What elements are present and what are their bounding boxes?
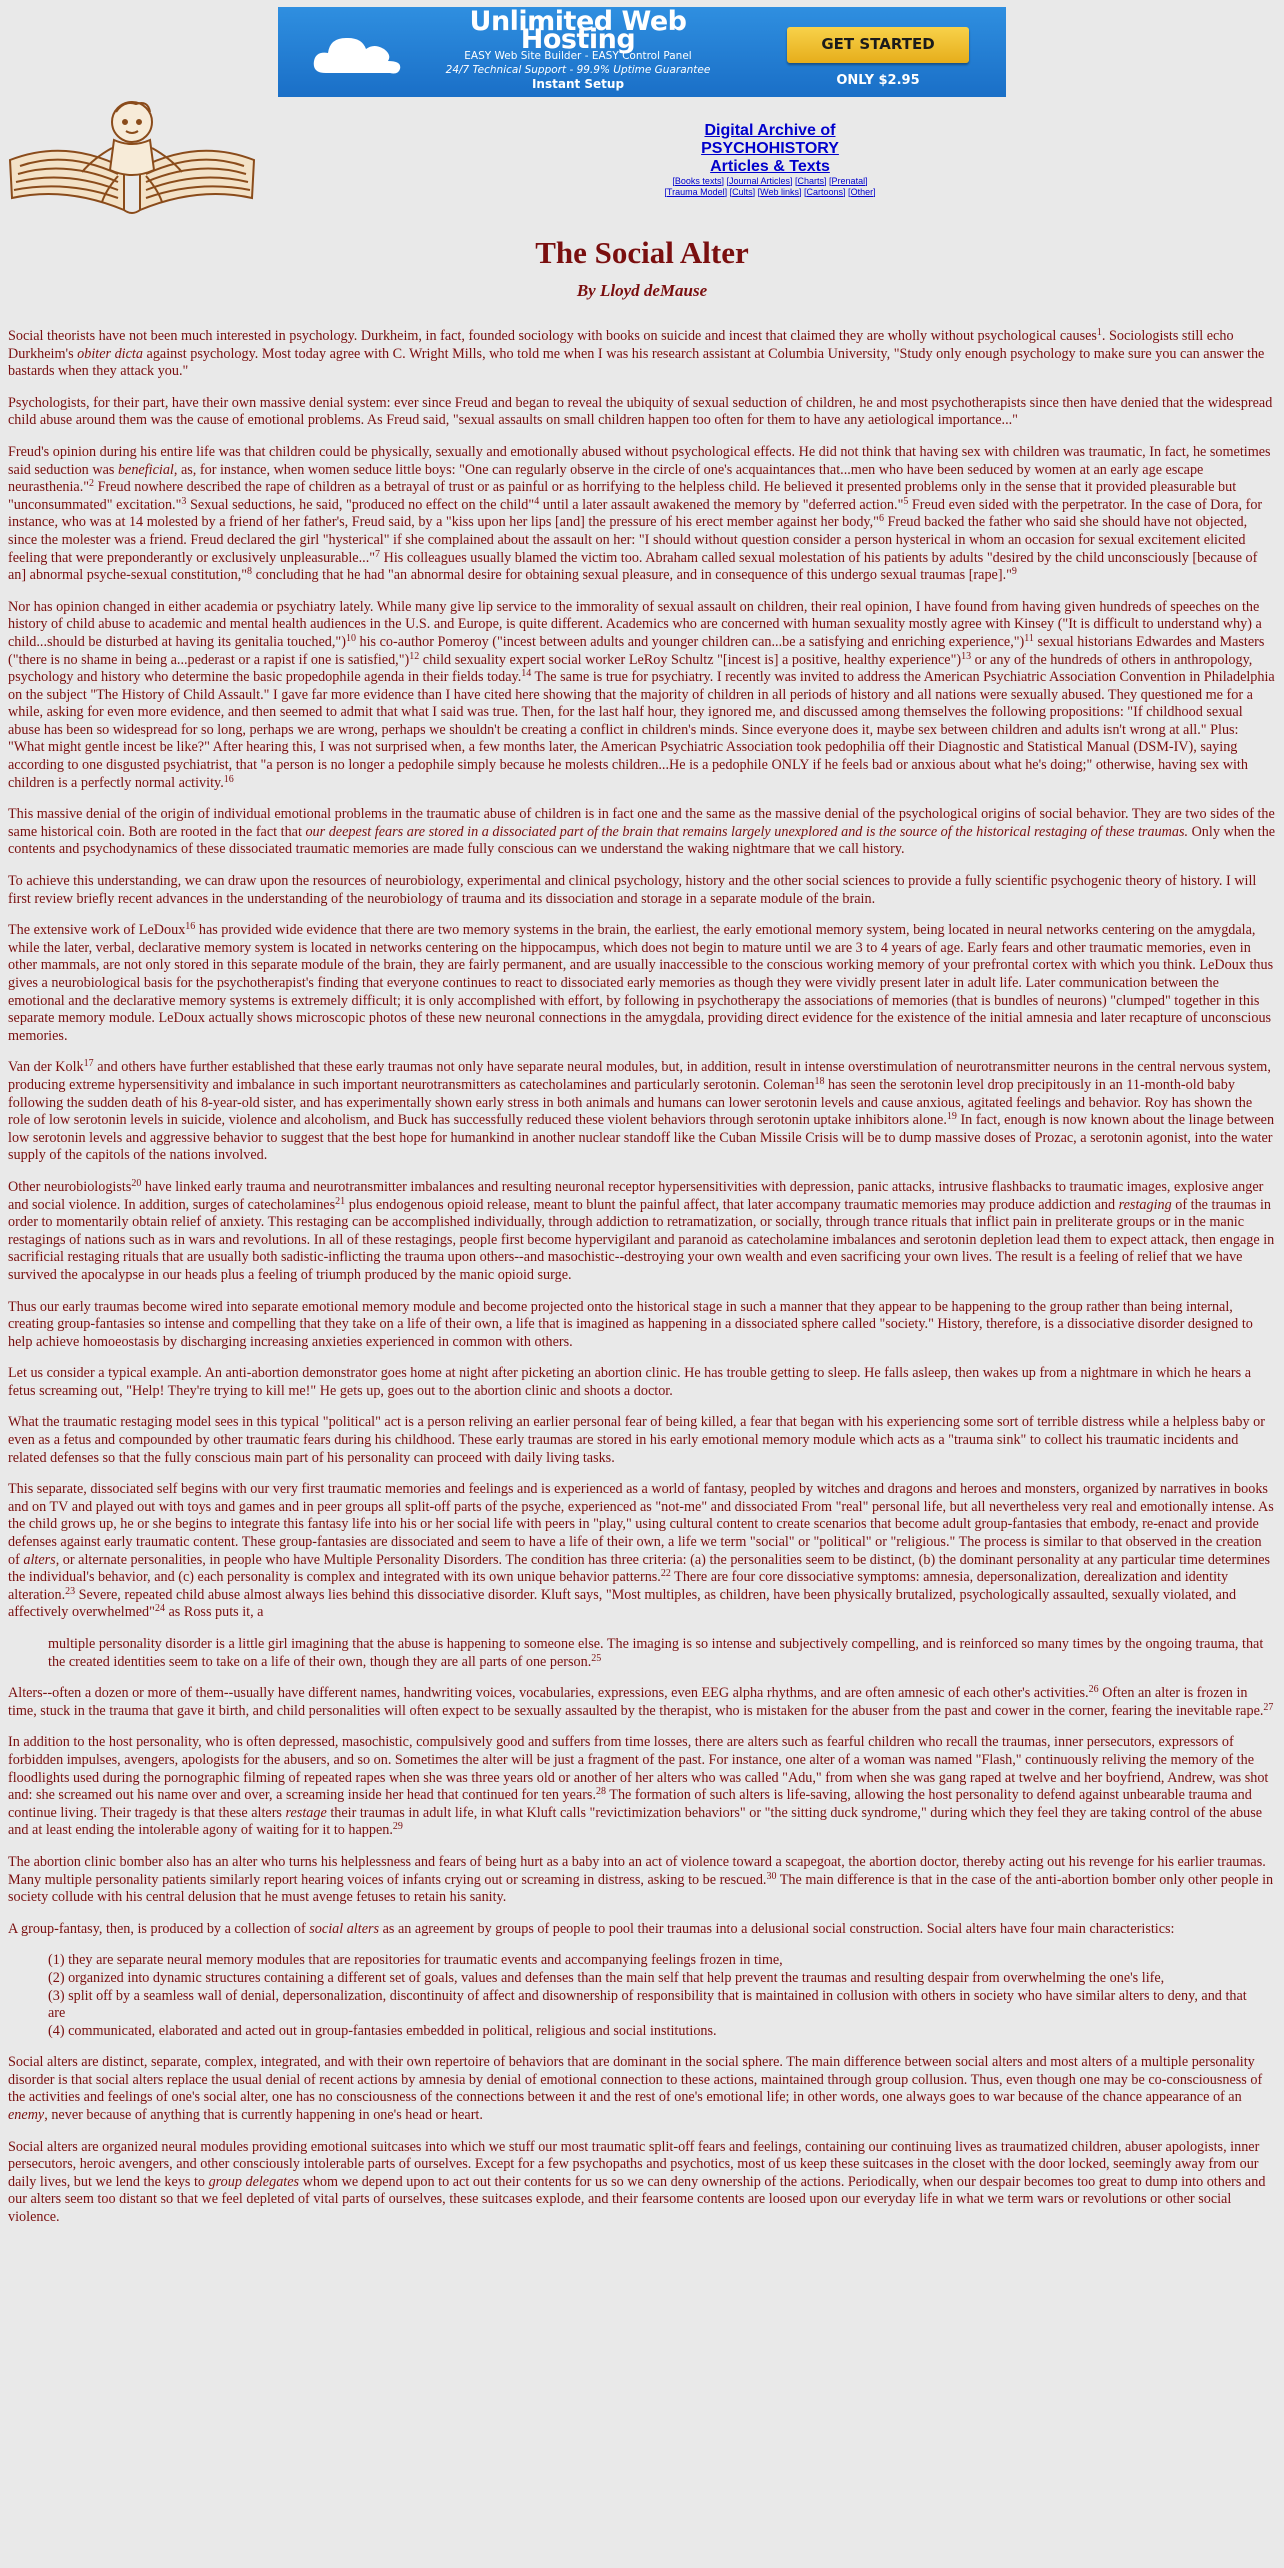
nav-link-cartoons[interactable]: Cartoons xyxy=(806,187,844,197)
archive-link-line3[interactable]: Articles & Texts xyxy=(710,158,830,175)
article-title: The Social Alter xyxy=(535,235,749,270)
ad-tagline-3: Instant Setup xyxy=(531,77,625,91)
nav-link-charts[interactable]: Charts xyxy=(797,176,825,186)
paragraph: The extensive work of LeDoux$^{16}$ has provided wide evidence that there are two memory systems in the brain, the earliest, the early emotional memory system, being located in neural networks centering on the amygdala, while the later, verbal, declarative memory system is located in networks centering on the hippocampus, which does not begin to mature until we are 3 to 4 years of age. Early fears and other traumatic memories, even in other mammals, are not only stored in this separate module of the brain, they are fairly permanent, and are usually inaccessible to the conscious working memory of your prefrontal cortex with which you think. LeDoux thus gives a neurobiological basis for the psychotherapist's finding that everyone continues to react to dissociated early memories as though they were vividly present later in adult life. Later communication between the emotional and the declarative memory systems is extremely difficult; it is only accomplished with effort, by following in psychotherapy the associations of memories (that is bundles of neurons) "clumped" together in this separate memory module. LeDoux actually shows microscopic photos of these new neuronal connections in the amygdala, providing direct evidence for the existence of the initial amnesia and later recapture of unconscious memories. xyxy=(8,921,1274,1044)
nav-link-prenatal[interactable]: Prenatal xyxy=(831,176,866,186)
nav-link-web-links[interactable]: Web links xyxy=(760,187,799,197)
archive-nav-row-1: [Books texts] [Journal Articles] [Charts] [Prenatal] xyxy=(672,176,868,186)
cloud-icon xyxy=(308,29,408,85)
paragraph: What the traumatic restaging model sees in this typical "political" act is a person reliving an earlier personal fear of being killed, a fear that began with his experiencing some sort of terrible distress while a helpless baby or even as a fetus and compounded by other traumatic fears during his childhood. These early traumas are stored in his early emotional memory module which acts as a "trauma sink" to collect his traumatic incidents and related defenses so that the fully conscious main part of his personality can proceed with daily living tasks. xyxy=(8,1414,1265,1466)
paragraph: The abortion clinic bomber also has an alter who turns his helplessness and fears of being hurt as a baby into an act of violence toward a scapegoat, the abortion doctor, thereby acting out his revenge for his earlier traumas. Many multiple personality patients similarly report hearing voices of infants crying out or screaming in distress, asking to be rescued.$^{30}$ The main difference is that in the case of the anti-abortion bomber only other people in society collude with his central delusion that he must avenge fetuses to retain his sanity. xyxy=(8,1853,1274,1906)
archive-links xyxy=(560,122,980,198)
paragraph: Other neurobiologists$^{20}$ have linked early trauma and neurotransmitter imbalances and resulting neuronal receptor hypersensitivities with depression, panic attacks, intrusive flashbacks to traumatic images, explosive anger and social violence. In addition, surges of catecholamines$^{21}$ plus endogenous opioid release, meant to blunt the painful affect, that later accompany traumatic memories may produce addiction and restaging of the traumas in order to momentarily obtain relief of anxiety. This restaging can be accomplished individually, through addiction to retramatization, or socially, through trance rituals that inflict pain in preliterate groups or in the manic restagings of nations such as in wars and revolutions. In all of these restagings, people first become hypervigilant and paranoid as catecholamine imbalances and serotonin depletion lead them to expect attack, then engage in sacrificial restaging rituals that are usually both sadistic-inflicting the trauma upon others--and masochistic--destroying your own wealth and even sacrificing your own lives. The result is a feeling of relief that we have survived the apocalypse in our heads plus a feeling of triumph produced by the manic opioid surge. xyxy=(8,1177,1275,1283)
ad-tagline-2: 24/7 Technical Support - 99.9% Uptime Guarantee xyxy=(445,64,711,76)
paragraph: This separate, dissociated self begins with our very first traumatic memories and feelings and is experienced as a world of fantasy, peopled by witches and dragons and heroes and monsters, organized by narratives in books and on TV and played out with toys and games and in peer groups all split-off parts of the psyche, experienced as "not-me" and dissociated From "real" personal life, but all nevertheless very real and emotionally intense. As the child grows up, he or she begins to integrate this fantasy life into his or her social life with peers in "play," using cultural content to create scenarios that become adult group-fantasies that embody, re-enact and provide defenses against early traumatic content. These group-fantasies are dissociated and seem to have a life of their own, a life we term "social" or "political" or "religious." The process is similar to that observed in the creation of alters, or alternate personalities, in people who have Multiple Personality Disorders. The condition has three criteria: (a) the personalities seem to be distinct, (b) the dominant personality at any particular time determines the individual's behavior, and (c) each personality is complex and integrated with its own unique behavior patterns.$^{22}$ There are four core dissociative symptoms: amnesia, depersonalization, derealization and identity alteration.$^{23}$ Severe, repeated child abuse almost always lies behind this dissociative disorder. Kluft says, "Most multiples, as children, have been physically brutalized, psychologically assaulted, sexually violated, and affectively overwhelmed"$^{24}$ as Ross puts it, a xyxy=(8,1481,1274,1621)
paragraph: Thus our early traumas become wired into separate emotional memory module and become projected onto the historical stage in such a manner that they appear to be happening to the group rather than being internal, creating group-fantasies so intense and compelling that they take on a life of their own, a life that is imagined as happening in a dissociated sphere called "society." History, therefore, is a dissociative disorder designed to help achieve homoeostasis by discharging increasing anxieties experienced in common with others. xyxy=(8,1298,1253,1350)
blockquote: multiple personality disorder is a little girl imagining that the abuse is happening to someone else. The imaging is so intense and subjectively compelling, and is reinforced so many times by the ongoing trauma, that the created identities seem to take on a life of their own, though they are all parts of one person.$^{25}$ xyxy=(48,1636,1264,1670)
ad-headline: Unlimited Web Hosting xyxy=(469,7,687,55)
nav-link-cults[interactable]: Cults xyxy=(732,187,753,197)
nav-link-trauma-model[interactable]: Trauma Model xyxy=(666,187,725,197)
paragraph: Social theorists have not been much interested in psychology. Durkheim, in fact, founded sociology with books on suicide and incest that claimed they are wholly without psychological causes$^1$. Sociologists still echo Durkheim's obiter dicta against psychology. Most today agree with C. Wright Mills, who told me when I was his research assistant at Columbia University, "Study only enough psychology to make sure you can answer the bastards when they attack you." xyxy=(8,327,1265,380)
ad-tagline-1: EASY Web Site Builder - EASY Control Panel xyxy=(464,50,692,62)
hosting-ad-banner[interactable] xyxy=(278,7,1006,97)
nav-link-books-texts[interactable]: Books texts xyxy=(674,176,722,186)
characteristics-list xyxy=(8,1952,1276,2040)
list-item: (4) communicated, elaborated and acted out in group-fantasies embedded in political, religious and social institutions. xyxy=(48,2022,717,2039)
ad-price: ONLY $2.95 xyxy=(836,73,920,88)
article-author: By Lloyd deMause xyxy=(576,281,708,300)
paragraph: To achieve this understanding, we can draw upon the resources of neurobiology, experimental and clinical psychology, history and the other social sciences to provide a fully scientific psychogenic theory of history. I will first review briefly recent advances in the understanding of the neurobiology of trauma and its dissociation and storage in a separate module of the brain. xyxy=(8,873,1257,907)
paragraph: Psychologists, for their part, have their own massive denial system: ever since Freud and began to reveal the ubiquity of sexual seduction of children, he and most psychotherapists since then have denied that the widespread child abuse around them was the cause of emotional problems. As Freud said, "sexual assaults on small children happen too often for them to have any aetiological importance..." xyxy=(8,394,1273,429)
paragraph: Nor has opinion changed in either academia or psychiatry lately. While many give lip service to the immorality of sexual assault on children, their real opinion, I have found from having given hundreds of speeches on the history of child abuse to academic and mental health audiences in the U.S. and Europe, is quite different. Academics who are concerned with human sexuality mostly agree with Kinsey ("It is difficult to understand why) a child...should be disturbed at having its genitalia touched,")$^{10}$ his co-author Pomeroy ("incest between adults and younger children can...be a satisfying and enriching experience,")$^{11}$ sexual historians Edwardes and Masters ("there is no shame in being a...pederast or a rapist if one is satisfied,")$^{12}$ child sexuality expert social worker LeRoy Schultz "[incest is] a positive, healthy experience")$^{13}$ or any of the hundreds of others in anthropology, psychology and history who determine the basic propedophile agenda in their fields today.$^{14}$ The same is true for psychiatry. I recently was invited to address the American Psychiatric Association Convention in Philadelphia on the subject "The History of Child Assault." I gave far more evidence than I have cited here showing that the majority of children in all periods of history and all nations were sexually abused. They questioned me for a while, asking for even more evidence, and then seemed to admit that what I said was true. Then, for the last half hour, they ignored me, and discussed among themselves the following propositions: "If childhood sexual abuse has been so widespread for so long, perhaps we are wrong, perhaps we shouldn't be creating a conflict in children's minds. Since everyone does it, maybe sex between children and adults isn't wrong at all." Plus: "What might gentle incest be like?" After hearing this, I was not surprised when, a few months later, the American Psychiatric Association took pedophilia off their Diagnostic and Statistical Manual (DSM-IV), saying according to one disgusted psychiatrist, that "a person is no longer a pedophile simply because he molests children...He is a pedophile ONLY if he feels bad or anxious about what he's doing;" otherwise, having sex with children is a perfectly normal activity.$^{16}$ xyxy=(8,598,1275,791)
list-item: (1) they are separate neural memory modules that are repositories for traumatic events and accompanying feelings frozen in time, xyxy=(48,1952,783,1969)
paragraph-group-2 xyxy=(8,1685,1276,1938)
paragraph-group-1 xyxy=(8,328,1276,1622)
paragraph-group-3 xyxy=(8,2054,1276,2226)
list-item: (2) organized into dynamic structures containing a different set of goals, values and defenses than the main self that help prevent the traumas and resulting despair from overwhelming the one's life, xyxy=(48,1969,1165,1986)
paragraph: Social alters are organized neural modules providing emotional suitcases into which we stuff our most traumatic split-off fears and feelings, containing our continuing lives as traumatized children, abuser apologists, inner persecutors, heroic avengers, and other consciously intolerable parts of ourselves. Except for a few psychopaths and psychotics, most of us keep these suitcases in the closet with the door locked, seemingly away from our daily lives, but we lend the keys to group delegates whom we depend upon to act out their contents for us so we can deny ownership of the actions. Periodically, when our despair becomes too great to dump into others and our alters seem too distant so that we feel depleted of vital parts of ourselves, these suitcases explode, and their fearsome contents are loosed upon our everyday life in what we term wars or revolutions or other social violence. xyxy=(8,2138,1266,2226)
nav-link-other[interactable]: Other xyxy=(850,187,874,197)
paragraph: Alters--often a dozen or more of them--usually have different names, handwriting voices, vocabularies, expressions, even EEG alpha rhythms, and are often amnesic of each other's activities.$^{26}$ Often an alter is frozen in time, stuck in the trauma that gave it birth, and child personalities will often expect to be sexually assaulted by the therapist, who is mistaken for the abuser from the past and cower in the corner, fearing the inevitable rape.$^{27}$ xyxy=(8,1684,1274,1719)
paragraph: Social alters are distinct, separate, complex, integrated, and with their own repertoire of behaviors that are dominant in the social sphere. The main difference between social alters and most alters of a multiple personality disorder is that social alters replace the usual denial of recent actions by amnesia by denial of emotional connection to these actions, maintained through group collusion. Thus, even though one may be co-consciousness of the activities and feelings of one's social alter, one has no consciousness of the connections between it and the rest of one's emotional life; in other words, one always goes to war because of the chance appearance of an enemy, never because of anything that is currently happening in one's head or heart. xyxy=(8,2054,1263,2124)
paragraph: Van der Kolk$^{17}$ and others have further established that these early traumas not only have separate neural modules, but, in addition, result in intense overstimulation of neurotransmitter neurons in the central nervous system, producing extreme hypersensitivity and imbalance in such important neurotransmitters as catecholamines and particularly serotonin. Coleman$^{18}$ has seen the serotonin level drop precipitously in an 11-month-old baby following the sudden death of his 8-year-old sister, and has experimentally shown early stress in both animals and humans can lower serotonin levels and cause anxious, agitated feelings and behavior. Roy has shown the role of low serotonin levels in suicide, violence and alcoholism, and Buck has successfully reduced these violent behaviors through serotonin uptake inhibitors alone.$^{19}$ In fact, enough is now known about the linage between low serotonin levels and aggressive behavior to suggest that the best hope for humankind in another nuclear standoff like the Cuban Missile Crisis will be to dump massive doses of Prozac, a serotonin agonist, into the water supply of the capitols of the nations involved. xyxy=(8,1058,1275,1164)
cherub-reading-book-icon xyxy=(6,98,258,230)
paragraph: In addition to the host personality, who is often depressed, masochistic, compulsively good and suffers from time losses, there are alters such as fearful children who recall the traumas, inner persecutors, expressors of forbidden impulses, avengers, apologists for the abusers, and so on. Sometimes the alter will be just a fragment of the past. For instance, one alter of a woman was named "Flash," continuously reliving the memory of the floodlights used during the pornographic filming of repeated rapes when she was three years old or another of her alters who was called "Adu," from when she was gang raped at twelve and her boyfriend, Andrew, was shot and: she screamed out his name over and over, a screaming inside her head that continued for ten years.$^{28}$ The formation of such alters is life-saving, allowing the host personality to defend against unbearable trauma and continue living. Their tragedy is that these alters restage their traumas in adult life, in what Kluft calls "revictimization behaviors" or "the sitting duck syndrome," during which they feel they are taking control of the abuse and at least ending the intolerable agony of waiting for it to happen.$^{29}$ xyxy=(8,1734,1269,1839)
paragraph: A group-fantasy, then, is produced by a collection of social alters as an agreement by groups of people to pool their traumas into a delusional social construction. Social alters have four main characteristics: xyxy=(8,1920,1175,1937)
archive-link-line2[interactable]: PSYCHOHISTORY xyxy=(701,140,839,157)
archive-nav-row-2: [Trauma Model] [Cults] [Web links] [Cartoons] [Other] xyxy=(664,187,876,197)
archive-link-line1[interactable]: Digital Archive of xyxy=(704,122,836,139)
get-started-button[interactable]: GET STARTED xyxy=(787,27,969,63)
article-body xyxy=(8,328,1276,2241)
paragraph: Let us consider a typical example. An anti-abortion demonstrator goes home at night after picketing an abortion clinic. He has trouble getting to sleep. He falls asleep, then wakes up from a nightmare in which he hears a fetus screaming out, "Help! They're trying to kill me!" He gets up, goes out to the abortion clinic and shoots a doctor. xyxy=(8,1365,1251,1399)
nav-link-journal-articles[interactable]: Journal Articles xyxy=(728,176,790,186)
paragraph: This massive denial of the origin of individual emotional problems in the traumatic abuse of children is in fact one and the same as the massive denial of the psychological origins of social behavior. They are two sides of the same historical coin. Both are rooted in the fact that our deepest fears are stored in a dissociated part of the brain that remains largely unexplored and is the source of the historical restaging of these traumas. Only when the contents and psychodynamics of these dissociated traumatic memories are made fully conscious can we understand the waking nightmare that we call history. xyxy=(8,806,1276,858)
list-item: (3) split off by a seamless wall of denial, depersonalization, discontinuity of affect and disownership of responsibility that is maintained in collusion with others in society who have similar alters to deny, and that are xyxy=(48,1987,1247,2022)
paragraph: Freud's opinion during his entire life was that children could be physically, sexually and emotionally abused without psychological effects. He did not think that having sex with children was traumatic, In fact, he sometimes said seduction was beneficial, as, for instance, when women seduce little boys: "One can regularly observe in the circle of one's acquaintances that...men who have been seduced by women at an early age escape neurasthenia."$^2$ Freud nowhere described the rape of children as a betrayal of trust or as painful or as horrifying to the helpless child. He believed it presented problems only in the sense that it provided pleasurable but "unconsummated" excitation."$^3$ Sexual seductions, he said, "produced no effect on the child"$^4$ until a later assault awakened the memory by "deferred action."$^5$ Freud even sided with the perpetrator. In the case of Dora, for instance, who was at 14 molested by a friend of her father's, Freud said, by a "kiss upon her lips [and] the pressure of his erect member against her body,"$^6$ Freud backed the father who said she should have not objected, since the molester was a friend. Freud declared the girl "hysterical" if she complained about the assault on her: "I should without question consider a person hysterical in whom an occasion for sexual excitement elicited feeling that were preponderantly or exclusively unpleasurable..."$^7$ His colleagues usually blamed the victim too. Abraham called sexual molestation of his patients by adults "desired by the child unconsciously [because of an] abnormal psyche-sexual constitution,"$^8$ concluding that he had "an abnormal desire for obtaining sexual pleasure, and in consequence of this undergo sexual traumas [rape]."$^9$ xyxy=(8,443,1271,584)
